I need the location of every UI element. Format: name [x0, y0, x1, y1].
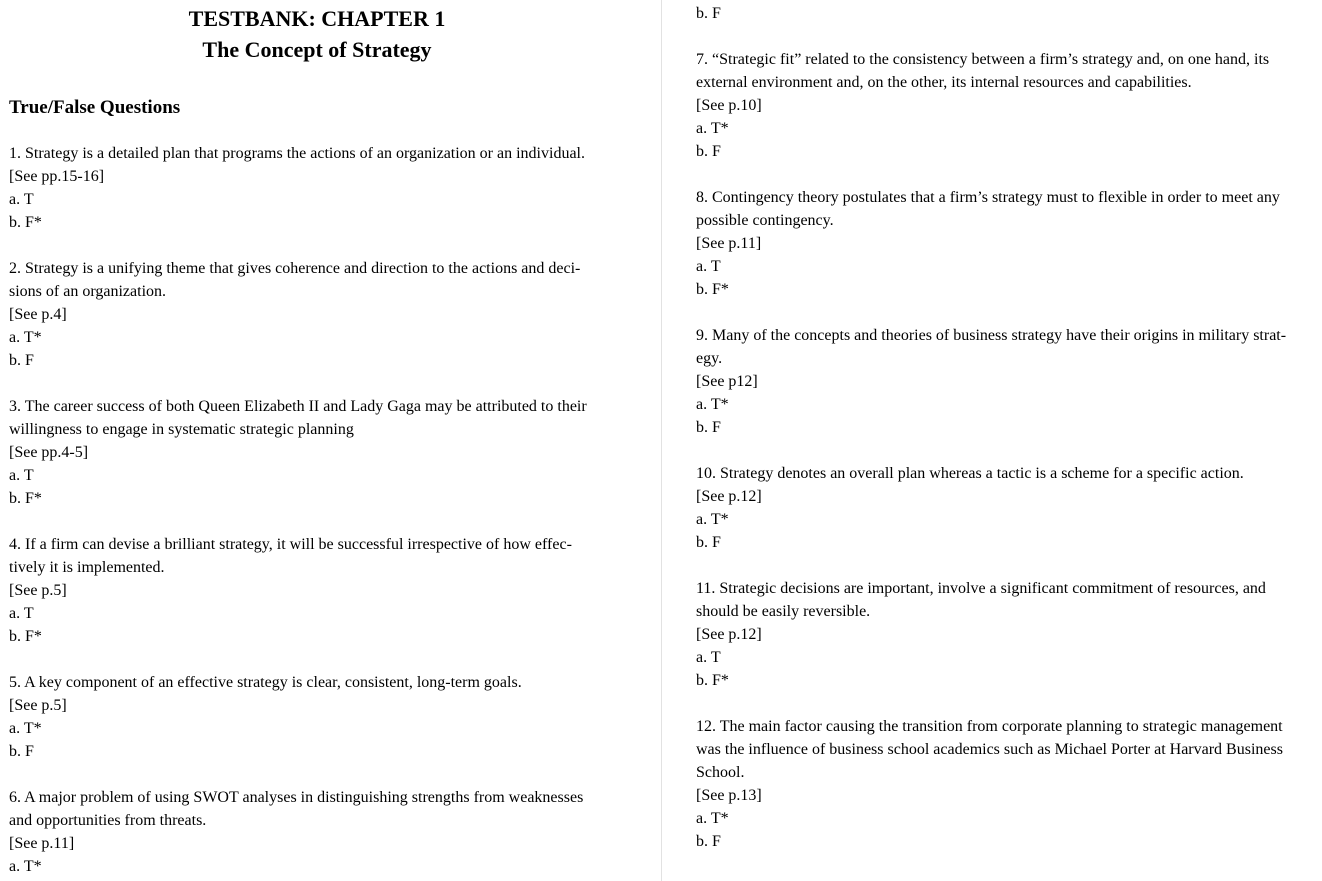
question-line: b. F — [696, 5, 721, 22]
question-line: [See pp.4-5] — [9, 444, 89, 461]
question-line: b. F — [696, 534, 721, 551]
question-spacer — [9, 372, 649, 395]
question-spacer — [696, 25, 1316, 48]
question-line: [See p.5] — [9, 582, 67, 599]
question-line: [See p.11] — [9, 835, 75, 852]
question-spacer — [696, 439, 1316, 462]
question-line: [See p.12] — [696, 626, 762, 643]
question-line: external environment and, on the other, its internal resources and capabilities. — [696, 74, 1192, 91]
question-line: 4. If a firm can devise a brilliant strategy, it will be successful irrespective of how effec- — [9, 536, 572, 553]
question-line: egy. — [696, 350, 723, 367]
title-line-chapter: TESTBANK: CHAPTER 1 — [188, 6, 446, 31]
question-line: 8. Contingency theory postulates that a firm’s strategy must to flexible in order to meet any — [696, 189, 1280, 206]
question-line: b. F* — [9, 628, 42, 645]
question-line: b. F* — [696, 672, 729, 689]
question-spacer — [696, 554, 1316, 577]
question-line: a. T* — [696, 810, 729, 827]
question-line: was the influence of business school academics such as Michael Porter at Harvard Business — [696, 741, 1283, 758]
title-line-subject: The Concept of Strategy — [202, 37, 432, 62]
question-spacer — [9, 510, 649, 533]
question-line: [See p.5] — [9, 697, 67, 714]
question-line: [See p.12] — [696, 488, 762, 505]
question-line: [See p.4] — [9, 306, 67, 323]
question-line: School. — [696, 764, 745, 781]
question-line: a. T — [696, 649, 721, 666]
question-spacer — [9, 648, 649, 671]
question-line: b. F — [696, 143, 721, 160]
question-line: possible contingency. — [696, 212, 834, 229]
question-line: b. F* — [9, 490, 42, 507]
question-line: sions of an organization. — [9, 283, 167, 300]
question-line: tively it is implemented. — [9, 559, 165, 576]
question-line: a. T* — [696, 511, 729, 528]
question-line: a. T* — [696, 120, 729, 137]
right-column — [696, 0, 1316, 881]
question-spacer — [9, 234, 649, 257]
question-line: [See pp.15-16] — [9, 168, 105, 185]
question-line: a. T* — [9, 858, 42, 875]
document-title — [9, 3, 625, 65]
question-line: willingness to engage in systematic strategic planning — [9, 421, 354, 438]
question-line: a. T — [9, 191, 34, 208]
question-line: 6. A major problem of using SWOT analyses in distinguishing strengths from weaknesses — [9, 789, 584, 806]
question-spacer — [696, 301, 1316, 324]
question-line: 2. Strategy is a unifying theme that gives coherence and direction to the actions and deci- — [9, 260, 581, 277]
question-line: 10. Strategy denotes an overall plan whereas a tactic is a scheme for a specific action. — [696, 465, 1244, 482]
question-line: 7. “Strategic fit” related to the consistency between a firm’s strategy and, on one hand, its — [696, 51, 1270, 68]
question-line: a. T — [696, 258, 721, 275]
question-list-left — [9, 142, 649, 878]
question-line: b. F* — [696, 281, 729, 298]
question-line: 5. A key component of an effective strategy is clear, consistent, long-term goals. — [9, 674, 522, 691]
question-line: [See p12] — [696, 373, 758, 390]
question-line: 11. Strategic decisions are important, involve a significant commitment of resources, and — [696, 580, 1266, 597]
question-line: a. T — [9, 605, 34, 622]
section-heading: True/False Questions — [9, 97, 181, 118]
question-spacer — [696, 163, 1316, 186]
question-line: b. F — [9, 352, 34, 369]
question-line: [See p.10] — [696, 97, 762, 114]
question-line: b. F — [696, 833, 721, 850]
question-line: 9. Many of the concepts and theories of business strategy have their origins in military strat- — [696, 327, 1287, 344]
question-line: 12. The main factor causing the transition from corporate planning to strategic management — [696, 718, 1283, 735]
question-list-right — [696, 2, 1316, 853]
question-spacer — [9, 763, 649, 786]
left-column — [9, 0, 649, 881]
question-line: a. T* — [696, 396, 729, 413]
question-line: 3. The career success of both Queen Elizabeth II and Lady Gaga may be attributed to their — [9, 398, 587, 415]
question-line: 1. Strategy is a detailed plan that programs the actions of an organization or an individual. — [9, 145, 585, 162]
question-line: b. F — [696, 419, 721, 436]
question-line: should be easily reversible. — [696, 603, 871, 620]
question-line: and opportunities from threats. — [9, 812, 207, 829]
question-line: a. T — [9, 467, 34, 484]
question-spacer — [696, 692, 1316, 715]
question-line: b. F* — [9, 214, 42, 231]
question-line: a. T* — [9, 720, 42, 737]
question-line: [See p.13] — [696, 787, 762, 804]
question-line: b. F — [9, 743, 34, 760]
column-divider — [661, 0, 662, 881]
question-line: [See p.11] — [696, 235, 762, 252]
question-line: a. T* — [9, 329, 42, 346]
